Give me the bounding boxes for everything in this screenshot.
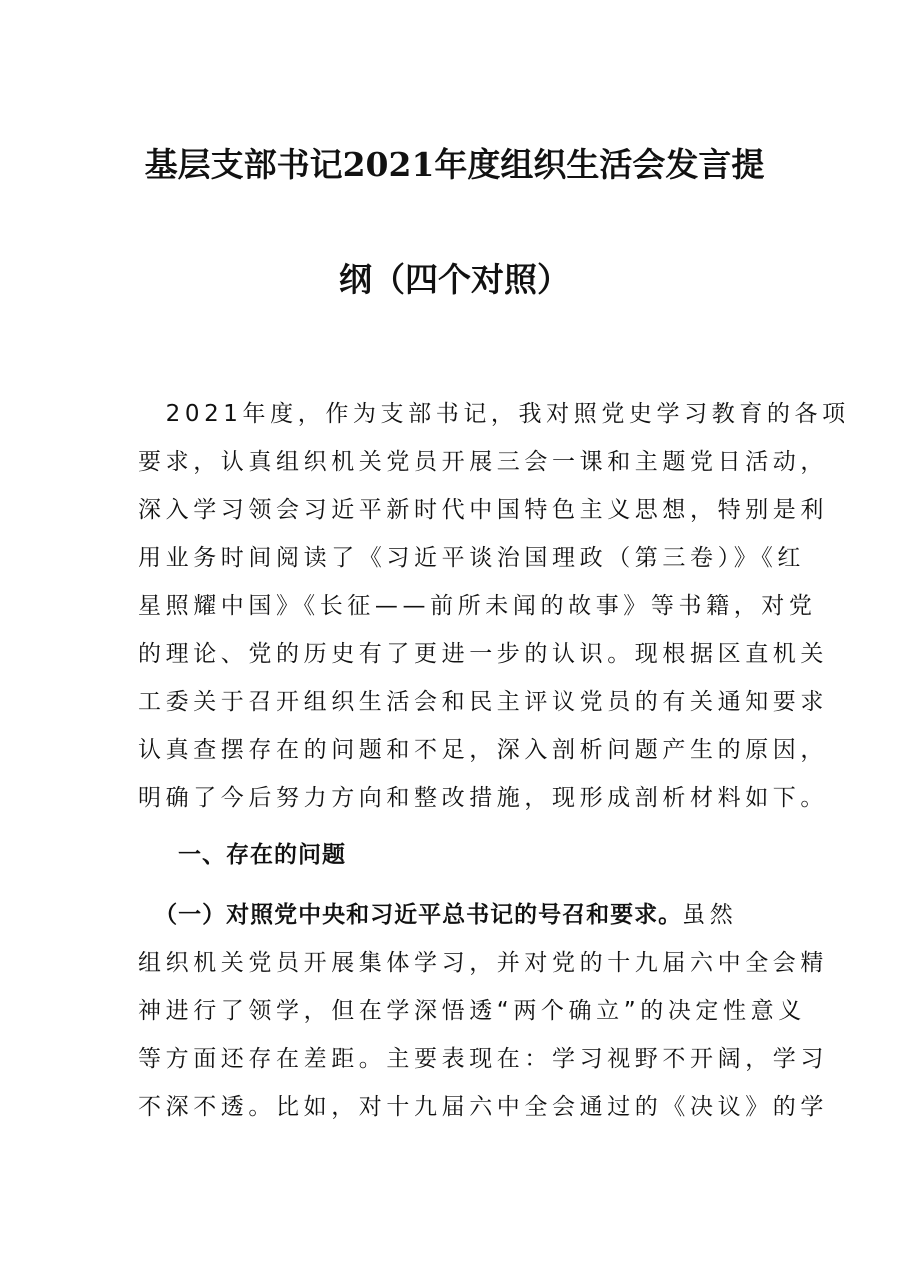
intro-line-7: 工委关于召开组织生活会和民主评议党员的有关通知要求: [138, 689, 828, 715]
intro-line-5: 星照耀中国》《长征——前所未闻的故事》等书籍，对党: [138, 593, 817, 619]
problem-paragraph-1: [138, 891, 828, 1131]
intro-line-8: 认真查摆存在的问题和不足，深入剖析问题产生的原因，: [138, 737, 828, 763]
problem-line-1: [138, 891, 772, 939]
problem-line-2: 组织机关党员开展集体学习，并对党的十九届六中全会精: [138, 950, 828, 976]
problem-line-4: 等方面还存在差距。主要表现在：学习视野不开阔，学习: [138, 1046, 828, 1072]
intro-line-3: 深入学习领会习近平新时代中国特色主义思想，特别是利: [138, 497, 828, 523]
problem-bold-lead: （一）对照党中央和习近平总书记的号召和要求。: [165, 902, 683, 928]
intro-line-4: 用业务时间阅读了《习近平谈治国理政（第三卷）》《红: [138, 545, 805, 571]
problem-line-3: 神进行了领学，但在学深悟透“两个确立”的决定性意义: [138, 998, 806, 1024]
problem-line-5: 不深不透。比如，对十九届六中全会通过的《决议》的学: [138, 1094, 828, 1120]
intro-paragraph: [138, 390, 850, 822]
document-title-line-1: 基层支部书记2021年度组织生活会发言提: [144, 145, 765, 184]
intro-line-6: 的理论、党的历史有了更进一步的认识。现根据区直机关: [138, 641, 828, 667]
section-heading-problems: 一、存在的问题: [178, 842, 346, 868]
intro-line-1: 2021年度，作为支部书记，我对照党史学习教育的各项: [138, 401, 850, 427]
problem-line-1-rest: 虽然: [682, 902, 738, 928]
intro-line-9: 明确了今后努力方向和整改措施，现形成剖析材料如下。: [138, 785, 828, 811]
document-title-line-2: 纲（四个对照）: [339, 260, 570, 299]
intro-line-2: 要求，认真组织机关党员开展三会一课和主题党日活动，: [138, 449, 828, 475]
